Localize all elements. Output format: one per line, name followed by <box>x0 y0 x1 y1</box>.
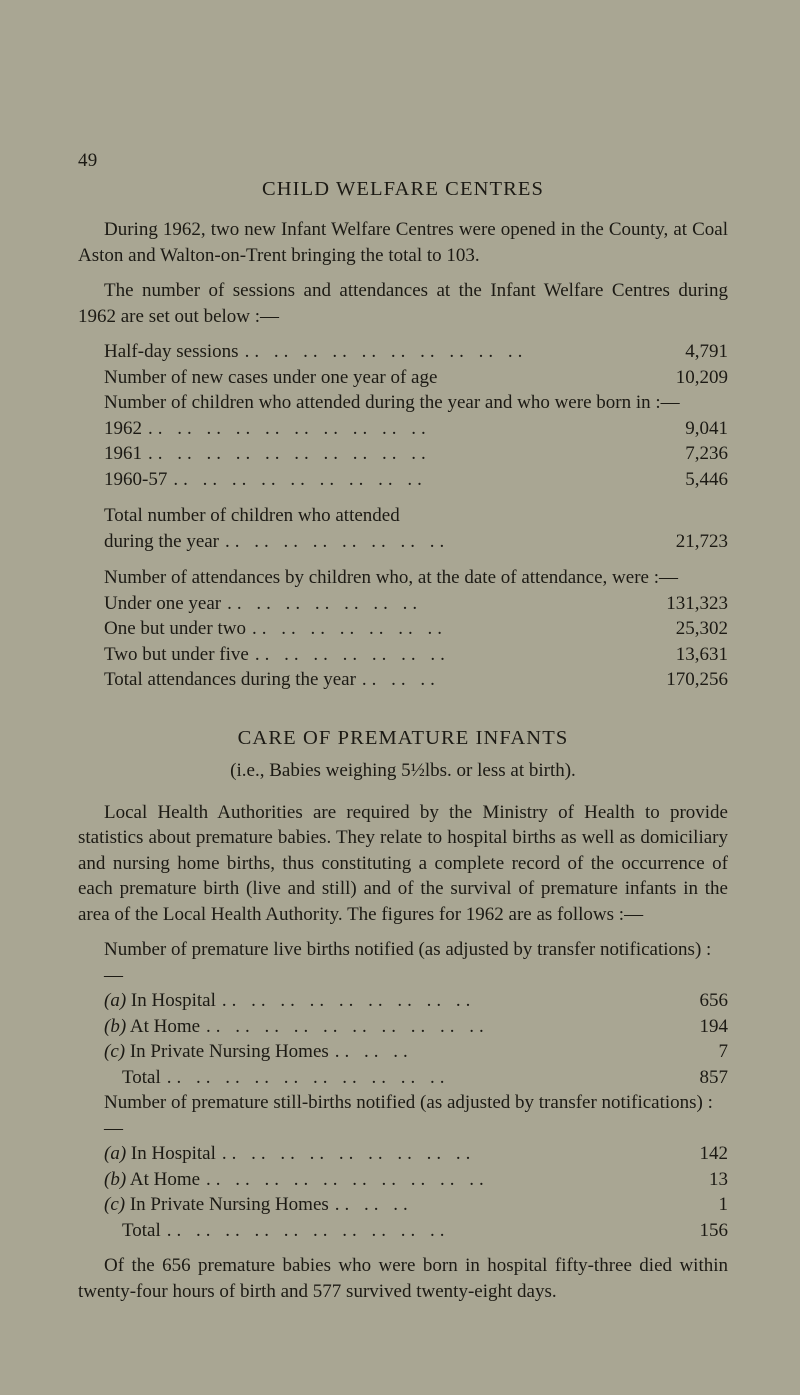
item-label: In Private Nursing Homes <box>129 1041 329 1062</box>
stat-label: Number of new cases under one year of age <box>104 366 438 388</box>
stat-row <box>104 1192 728 1218</box>
leader-dots: .. .. .. .. .. .. .. .. .. <box>173 468 427 490</box>
stat-row <box>104 441 728 467</box>
leader-dots: .. .. .. .. .. .. .. .. <box>225 530 450 552</box>
stat-row <box>104 529 728 555</box>
stat-value: 4,791 <box>685 341 728 362</box>
stat-value: 7,236 <box>685 443 728 464</box>
stat-value: 21,723 <box>675 530 728 552</box>
item-marker: (a) <box>104 1143 127 1164</box>
stat-value: 857 <box>699 1066 728 1088</box>
item-marker: (a) <box>104 990 127 1011</box>
item-label: At Home <box>129 1015 201 1037</box>
stat-value: 142 <box>699 1143 728 1164</box>
leader-dots: .. .. .. .. .. .. .. <box>227 592 423 614</box>
leader-dots: .. .. .. .. .. .. .. .. .. <box>221 1143 476 1164</box>
stat-row <box>104 339 728 365</box>
stat-row <box>104 988 728 1014</box>
page-number: 49 <box>78 150 98 171</box>
page-title: CHILD WELFARE CENTRES <box>261 178 544 200</box>
leader-dots: .. .. .. .. .. .. .. .. .. .. <box>206 1168 489 1190</box>
leader-dots: .. .. .. .. .. .. .. .. .. <box>221 990 476 1011</box>
section-subtitle: (i.e., Babies weighing 5½lbs. or less at birth). <box>230 759 576 781</box>
stat-label-total-children: Total number of children who attended <box>104 505 400 526</box>
stat-value: 10,209 <box>675 366 728 388</box>
stat-value: 13 <box>709 1168 728 1190</box>
stat-value: 9,041 <box>685 417 728 439</box>
item-label: In Hospital <box>130 1143 216 1164</box>
stat-row <box>104 667 728 693</box>
leader-dots: .. .. .. .. .. .. .. <box>251 618 447 639</box>
stat-label <box>104 1014 200 1040</box>
stat-row <box>104 1167 728 1193</box>
stat-row <box>104 1141 728 1167</box>
stat-row <box>104 616 728 642</box>
stat-value: 1 <box>718 1194 728 1215</box>
stat-value: 5,446 <box>685 468 728 490</box>
spacer <box>104 492 728 503</box>
leader-dots: .. .. .. .. .. .. .. .. .. .. <box>206 1015 489 1037</box>
stat-label: One but under two <box>104 618 246 639</box>
stat-label: Half-day sessions <box>104 341 239 362</box>
section-title-premature-infants: CARE OF PREMATURE INFANTS <box>237 726 569 749</box>
stat-value: 194 <box>699 1015 728 1037</box>
group-heading-still-births: Number of premature still-births notified (as adjusted by transfer notifications) :— <box>104 1092 713 1139</box>
stat-label: Total <box>122 1066 161 1088</box>
paragraph-premature-intro: Local Health Authorities are required by the Ministry of Health to provide statistics about premature babies. They relate to hospital births as well as domiciliary and nursing home births, thus constituting a complete record of the occurrence of each premature birth (live and still) and of the survival of premature infants in the area of the Local Health Authority. The figures for 1962 are as follows :— <box>78 801 728 925</box>
paragraph-child-welfare-intro: During 1962, two new Infant Welfare Centres were opened in the County, at Coal Aston and Walton-on-Trent bringing the total to 103. <box>78 219 728 266</box>
stat-row <box>104 1039 728 1065</box>
leader-dots: .. .. .. .. .. .. .. .. .. .. <box>166 1219 450 1241</box>
item-marker: (c) <box>104 1041 126 1062</box>
item-marker: (b) <box>104 1015 127 1037</box>
stat-value: 7 <box>718 1041 728 1062</box>
stat-label: Under one year <box>104 592 222 614</box>
stat-label <box>104 988 216 1014</box>
spacer <box>104 554 728 565</box>
stat-value: 156 <box>699 1219 728 1241</box>
stat-row <box>104 642 728 668</box>
stat-label: Number of children who attended during the year and who were born in :— <box>104 392 680 413</box>
stat-label: Total attendances during the year <box>104 669 356 690</box>
stat-label: 1961 <box>104 443 142 464</box>
stat-value: 25,302 <box>675 618 728 639</box>
item-label: In Hospital <box>130 990 216 1011</box>
item-marker: (b) <box>104 1168 127 1190</box>
stat-value: 656 <box>699 990 728 1011</box>
child-welfare-stats-list <box>78 339 728 693</box>
stat-value: 13,631 <box>675 643 728 665</box>
premature-stats-list <box>78 937 728 1243</box>
stat-label <box>104 1039 329 1065</box>
stat-label: 1962 <box>104 417 142 439</box>
leader-dots: .. .. .. <box>361 669 440 690</box>
stat-row-total <box>104 1218 728 1244</box>
stat-row <box>104 591 728 617</box>
stat-label <box>104 1192 329 1218</box>
stat-row <box>104 1014 728 1040</box>
leader-dots: .. .. .. <box>334 1041 413 1062</box>
leader-dots: .. .. .. .. .. .. .. <box>254 643 450 665</box>
leader-dots: .. .. .. <box>334 1194 413 1215</box>
item-label: In Private Nursing Homes <box>129 1194 329 1215</box>
stat-row <box>104 467 728 493</box>
stat-value: 131,323 <box>666 592 728 614</box>
stat-row <box>104 365 728 391</box>
stat-label-attendances-heading: Number of attendances by children who, at the date of attendance, were :— <box>104 567 678 588</box>
leader-dots: .. .. .. .. .. .. .. .. .. .. <box>166 1066 450 1088</box>
leader-dots: .. .. .. .. .. .. .. .. .. .. <box>148 417 431 439</box>
stat-label <box>104 1141 216 1167</box>
leader-dots: .. .. .. .. .. .. .. .. .. .. <box>148 443 431 464</box>
stat-row-total <box>104 1065 728 1091</box>
stat-row <box>104 416 728 442</box>
stat-value: 170,256 <box>666 669 728 690</box>
paragraph-sessions-intro: The number of sessions and attendances at the Infant Welfare Centres during 1962 are set out below :— <box>78 280 728 327</box>
group-heading-live-births: Number of premature live births notified (as adjusted by transfer notifications) :— <box>104 939 712 986</box>
item-marker: (c) <box>104 1194 126 1215</box>
stat-label: Total <box>122 1219 161 1241</box>
paragraph-closing: Of the 656 premature babies who were born in hospital fifty-three died within twenty-four hours of birth and 577 survived twenty-eight days. <box>78 1255 728 1302</box>
item-label: At Home <box>129 1168 201 1190</box>
stat-label <box>104 1167 200 1193</box>
stat-label: 1960-57 <box>104 468 168 490</box>
stat-label: Two but under five <box>104 643 249 665</box>
leader-dots: .. .. .. .. .. .. .. .. .. .. <box>244 341 528 362</box>
stat-label: during the year <box>104 530 220 552</box>
